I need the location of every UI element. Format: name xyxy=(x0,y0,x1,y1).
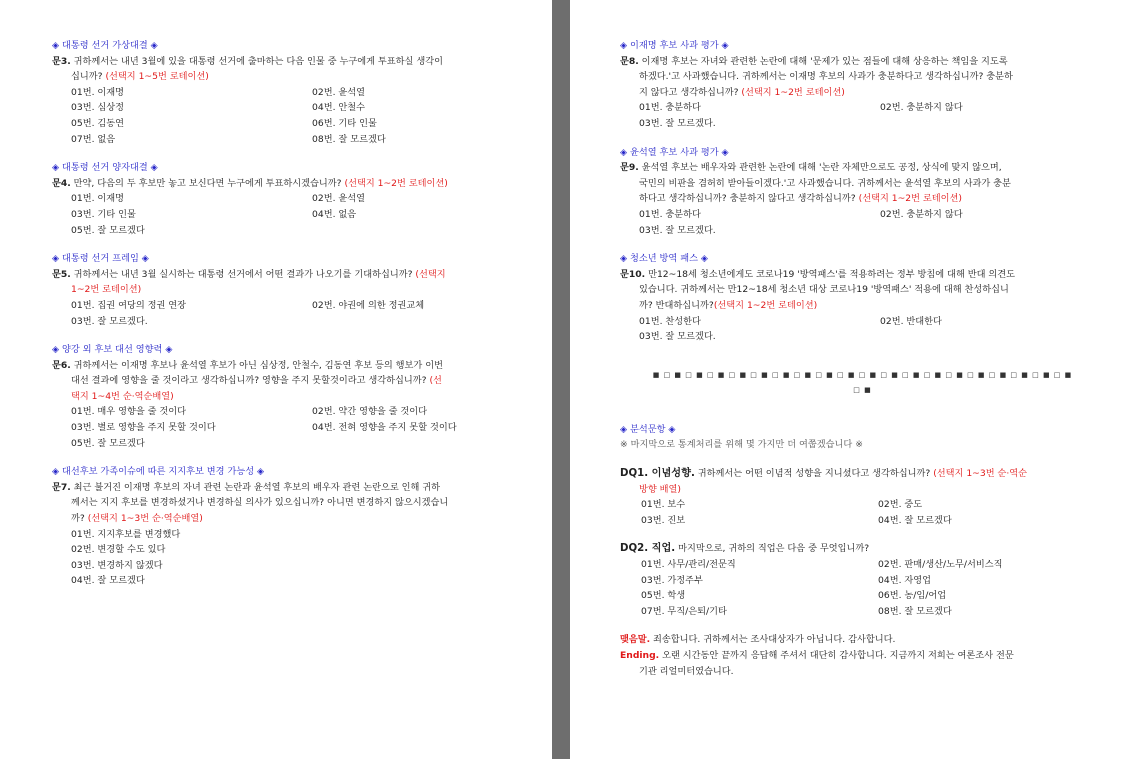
answer-option: 02번. 윤석열 xyxy=(312,193,366,205)
question-10 xyxy=(620,267,1075,283)
answer-option: 01번. 이재명 xyxy=(71,193,125,205)
answer-option: 01번. 충분하다 xyxy=(639,208,701,220)
section-heading: ◈ 청소년 방역 패스 ◈ xyxy=(620,253,708,265)
answer-option: 06번. 농/임/어업 xyxy=(878,590,947,602)
question-text: 국민의 비판을 겸허히 받아들이겠다.'고 사과했습니다. 귀하께서는 윤석열 후보의 사과가 충분 xyxy=(639,177,1011,189)
question-text: 윤석열 후보는 배우자와 관련한 논란에 대해 '논란 자체만으로도 공정, 상식에 맞지 않으며, xyxy=(638,162,1002,174)
question-text: 최근 불거진 이재명 후보의 자녀 관련 논란과 윤석열 후보의 배우자 관련 논란으로 인해 귀하 xyxy=(70,481,441,493)
question-text: 귀하께서는 내년 3월 실시하는 대통령 선거에서 어떤 결과가 나오기를 기대하십니까? xyxy=(70,268,416,280)
rotation-note: (선택지 1~5번 로테이션) xyxy=(105,71,209,83)
answer-option: 04번. 자영업 xyxy=(878,574,932,586)
question-text: 대선 결과에 영향을 줄 것이라고 생각하십니까? 영향을 주지 못할것이라고 생각하십니까? xyxy=(71,375,430,387)
answer-option: 03번. 잘 모르겠다. xyxy=(71,315,148,327)
rotation-note: (선택지 xyxy=(415,268,446,280)
answer-option: 03번. 심상정 xyxy=(71,102,125,114)
question-text-cont xyxy=(620,85,1075,101)
answer-option: 03번. 가정주부 xyxy=(641,574,703,586)
section-heading: ◈ 윤석열 후보 사과 평가 ◈ xyxy=(620,146,729,158)
answer-option: 05번. 학생 xyxy=(641,590,686,602)
page-left-content xyxy=(52,38,510,589)
closing-message xyxy=(620,632,1075,648)
answer-option: 01번. 보수 xyxy=(641,499,686,511)
rotation-note: (선택지 1~3번 순·역순 xyxy=(933,468,1028,480)
answer-option: 04번. 전혀 영향을 주지 못할 것이다 xyxy=(312,422,457,434)
answer-options xyxy=(620,207,1075,223)
answer-option: 02번. 야권에 의한 정권교체 xyxy=(312,299,425,311)
closing-text: 죄송합니다. 귀하께서는 조사대상자가 아닙니다. 감사합니다. xyxy=(650,634,896,646)
question-6 xyxy=(52,358,510,374)
question-number: 문9. xyxy=(620,162,639,174)
answer-options xyxy=(52,85,510,147)
question-text: 만약, 다음의 두 후보만 놓고 보신다면 누구에게 투표하시겠습니까? xyxy=(70,177,345,189)
question-text: 십니까? xyxy=(71,71,106,83)
question-number: DQ2. 직업. xyxy=(620,543,676,555)
rotation-note: (선 xyxy=(429,375,442,387)
question-dq2 xyxy=(620,541,1075,557)
answer-options xyxy=(52,191,510,222)
answer-options xyxy=(52,298,510,314)
page-right xyxy=(570,0,1123,759)
question-text: 귀하께서는 이재명 후보나 윤석열 후보가 아닌 심상정, 안철수, 김동연 후보 등의 행보가 이번 xyxy=(70,359,443,371)
question-number: 문10. xyxy=(620,268,646,280)
question-text: 이재명 후보는 자녀와 관련한 논란에 대해 '문제가 있는 점들에 대해 상응하는 책임을 지도록 xyxy=(638,55,1008,67)
answer-option: 03번. 별로 영향을 주지 못할 것이다 xyxy=(71,422,216,434)
answer-option: 04번. 안철수 xyxy=(312,102,366,114)
section-heading: ◈ 대통령 선거 양자대결 ◈ xyxy=(52,162,158,174)
question-number: 문5. xyxy=(52,268,71,280)
answer-option: 02번. 중도 xyxy=(878,499,923,511)
question-text: 귀하께서는 어떤 이념적 성향을 지니셨다고 생각하십니까? xyxy=(694,468,934,480)
answer-options xyxy=(52,404,510,435)
ending-label: Ending. xyxy=(620,650,660,661)
answer-option: 03번. 변경하지 않겠다 xyxy=(71,559,163,571)
question-text: 께서는 지지 후보를 변경하셨거나 변경하실 의사가 있으십니까? 아니면 변경하지 않으시겠습니 xyxy=(71,497,449,509)
page-gutter xyxy=(552,0,570,759)
page-left xyxy=(0,0,552,759)
question-text: 지 않다고 생각하십니까? xyxy=(639,86,742,98)
section-heading: ◈ 대통령 선거 가상대결 ◈ xyxy=(52,40,158,51)
question-number: 문7. xyxy=(52,481,71,493)
answer-option: 02번. 충분하지 않다 xyxy=(880,102,963,114)
question-3 xyxy=(52,54,510,70)
question-text: 귀하께서는 내년 3월에 있을 대통령 선거에 출마하는 다음 인물 중 누구에게 투표하실 생각이 xyxy=(70,55,443,67)
answer-option: 07번. 없음 xyxy=(71,133,116,145)
answer-option: 07번. 무직/은퇴/기타 xyxy=(641,605,727,617)
question-9 xyxy=(620,160,1075,176)
section-heading: ◈ 이재명 후보 사과 평가 ◈ xyxy=(620,40,729,51)
question-number: 문6. xyxy=(52,359,71,371)
question-text: 하겠다.'고 사과했습니다. 귀하께서는 이재명 후보의 사과가 충분하다고 생각하십니까? 충분하 xyxy=(639,71,1013,83)
ending-text: 오랜 시간동안 끝까지 응답해 주셔서 대단히 감사합니다. 지금까지 저희는 여론조사 전문 xyxy=(659,650,1014,661)
question-text: 마지막으로, 귀하의 직업은 다음 중 무엇입니까? xyxy=(675,543,870,555)
answer-option: 02번. 약간 영향을 줄 것이다 xyxy=(312,406,428,418)
question-text-cont xyxy=(52,69,510,85)
ending-message xyxy=(620,648,1075,664)
rotation-note: (선택지 1~2번 로테이션) xyxy=(344,177,448,189)
answer-option: 03번. 기타 인물 xyxy=(71,208,136,220)
answer-option: 08번. 잘 모르겠다 xyxy=(878,605,952,617)
answer-option: 04번. 잘 모르겠다 xyxy=(71,575,145,587)
question-text-cont xyxy=(52,511,510,527)
section-heading: ◈ 대선후보 가족이슈에 따른 지지후보 변경 가능성 ◈ xyxy=(52,466,265,478)
rotation-note: 방향 배열) xyxy=(639,483,682,495)
answer-option: 02번. 판매/생산/노무/서비스직 xyxy=(878,559,1003,571)
answer-option: 01번. 매우 영향을 줄 것이다 xyxy=(71,406,187,418)
answer-option: 03번. 잘 모르겠다. xyxy=(639,117,716,129)
answer-option: 03번. 진보 xyxy=(641,514,686,526)
answer-option: 04번. 잘 모르겠다 xyxy=(878,514,952,526)
answer-option: 01번. 지지후보를 변경했다 xyxy=(71,528,181,540)
question-7 xyxy=(52,480,510,496)
answer-options xyxy=(620,557,1075,619)
rotation-note: (선택지 1~3번 순·역순배열) xyxy=(87,513,203,525)
answer-options xyxy=(620,100,1075,116)
ending-text: 기관 리얼미터였습니다. xyxy=(639,665,734,677)
answer-option: 04번. 없음 xyxy=(312,208,357,220)
rotation-note: (선택지 1~2번 로테이션) xyxy=(858,193,963,205)
answer-option: 02번. 변경할 수도 있다 xyxy=(71,544,166,556)
answer-options xyxy=(620,497,1075,528)
question-5 xyxy=(52,267,510,283)
rotation-note: (선택지 1~2번 로테이션) xyxy=(713,299,818,311)
question-text: 까? xyxy=(71,513,88,525)
question-text: 까? 반대하십니까? xyxy=(639,299,714,311)
answer-option: 05번. 잘 모르겠다 xyxy=(71,224,145,236)
answer-option: 08번. 잘 모르겠다 xyxy=(312,133,386,145)
question-number: 문3. xyxy=(52,55,71,67)
section-heading: ◈ 양강 외 후보 대선 영향력 ◈ xyxy=(52,344,173,356)
closing-label: 맺음말. xyxy=(620,634,651,646)
section-heading: ◈ 분석문항 ◈ xyxy=(620,423,676,435)
question-4 xyxy=(52,176,510,192)
answer-option: 02번. 윤석열 xyxy=(312,86,366,98)
answer-option: 01번. 집권 여당의 정권 연장 xyxy=(71,299,187,311)
question-text-cont xyxy=(620,298,1075,314)
answer-option: 01번. 충분하다 xyxy=(639,102,701,114)
question-text: 만12~18세 청소년에게도 코로나19 '방역패스'를 적용하려는 정부 방침에 대해 반대 의견도 xyxy=(645,268,1016,280)
question-8 xyxy=(620,54,1075,70)
page-right-content xyxy=(620,38,1075,679)
rotation-note: 택지 1~4번 순·역순배열) xyxy=(71,390,174,402)
question-number: DQ1. 이념성향. xyxy=(620,468,695,480)
answer-option: 06번. 기타 인물 xyxy=(312,117,377,129)
answer-option: 05번. 김동연 xyxy=(71,117,125,129)
answer-option: 02번. 충분하지 않다 xyxy=(880,208,963,220)
question-text: 있습니다. 귀하께서는 만12~18세 청소년 대상 코로나19 '방역패스' 적용에 대해 찬성하십니 xyxy=(639,284,1009,296)
answer-options xyxy=(620,314,1075,330)
question-number: 문8. xyxy=(620,55,639,67)
section-divider: ■ □ ■ □ ■ □ ■ □ ■ □ ■ □ ■ □ ■ □ ■ □ ■ □ ■ □ ■ □ ■ □ ■ □ ■ □ ■ □ ■ □ ■ □ ■ □ ■ □ ■ xyxy=(652,370,1073,395)
rotation-note: 1~2번 로테이션) xyxy=(71,284,142,296)
answer-option: 05번. 잘 모르겠다 xyxy=(71,437,145,449)
answer-option: 01번. 이재명 xyxy=(71,86,125,98)
answer-option: 01번. 사무/관리/전문직 xyxy=(641,559,736,571)
question-dq1 xyxy=(620,466,1075,482)
answer-option: 02번. 반대한다 xyxy=(880,315,942,327)
section-heading: ◈ 대통령 선거 프레임 ◈ xyxy=(52,253,149,265)
answer-option: 03번. 잘 모르겠다. xyxy=(639,224,716,236)
answer-option: 03번. 잘 모르겠다. xyxy=(639,331,716,343)
question-text-cont xyxy=(52,373,510,389)
question-number: 문4. xyxy=(52,177,71,189)
question-text-cont xyxy=(620,191,1075,207)
question-text: 하다고 생각하십니까? 충분하지 않다고 생각하십니까? xyxy=(639,193,859,205)
answer-option: 01번. 찬성한다 xyxy=(639,315,701,327)
analysis-note: ※ 마지막으로 통계처리를 위해 몇 가지만 더 여쭙겠습니다 ※ xyxy=(620,439,863,451)
rotation-note: (선택지 1~2번 로테이션) xyxy=(741,86,845,98)
